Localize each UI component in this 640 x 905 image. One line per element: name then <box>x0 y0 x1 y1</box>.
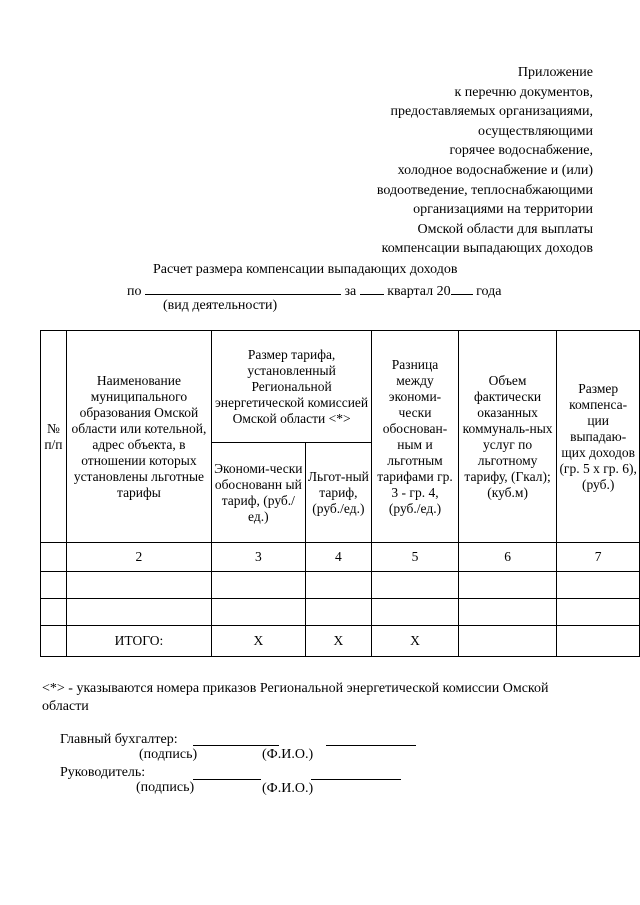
column-number: 2 <box>66 543 211 572</box>
for-label: за <box>344 284 357 299</box>
appendix-line: осуществляющими <box>478 123 593 139</box>
table-cell[interactable] <box>305 599 372 626</box>
accountant-name-line[interactable] <box>326 745 416 746</box>
footnote: <*> - указываются номера приказов Региональной энергетической комиссии Омской области <box>42 681 549 714</box>
appendix-line: организациями на территории <box>413 202 593 218</box>
total-cell[interactable] <box>458 626 557 657</box>
appendix-line: компенсации выпадающих доходов <box>381 241 593 257</box>
signature-caption: (подпись) <box>136 780 195 795</box>
header-compensation: Размер компенса-ции выпадаю-щих доходов (гр. 5 х гр. 6), (руб.) <box>557 331 640 543</box>
name-caption: (Ф.И.О.) <box>262 747 314 762</box>
table-row <box>41 572 640 599</box>
appendix-block <box>377 63 593 259</box>
table-cell[interactable] <box>66 599 211 626</box>
director-signature-line[interactable] <box>193 779 261 780</box>
table-cell[interactable] <box>212 599 306 626</box>
compensation-table <box>40 330 640 657</box>
column-numbers-row <box>41 543 640 572</box>
column-number: 6 <box>458 543 557 572</box>
table-cell[interactable] <box>557 572 640 599</box>
table-cell[interactable] <box>212 572 306 599</box>
accountant-signature-line[interactable] <box>193 745 279 746</box>
year-label: года <box>476 284 502 299</box>
table-cell[interactable] <box>557 599 640 626</box>
total-row <box>41 626 640 657</box>
appendix-line: предоставляемых организациями, <box>390 104 593 120</box>
table-cell[interactable] <box>41 572 67 599</box>
year-blank[interactable] <box>451 281 473 295</box>
column-number: 7 <box>557 543 640 572</box>
appendix-line: к перечню документов, <box>454 84 593 100</box>
name-caption: (Ф.И.О.) <box>262 781 314 796</box>
total-cell[interactable] <box>557 626 640 657</box>
column-number: 5 <box>372 543 459 572</box>
by-label: по <box>127 284 142 299</box>
table-cell[interactable] <box>458 599 557 626</box>
header-economic-tariff: Экономи-чески обоснованн ый тариф, (руб./ед.) <box>212 443 306 543</box>
total-cell: Х <box>305 626 372 657</box>
total-cell: Х <box>212 626 306 657</box>
accountant-label: Главный бухгалтер: <box>60 732 178 747</box>
column-number: 3 <box>212 543 306 572</box>
column-number: 4 <box>305 543 372 572</box>
quarter-label: квартал 20 <box>387 284 451 299</box>
activity-caption: (вид деятельности) <box>163 298 278 313</box>
table-cell[interactable] <box>41 599 67 626</box>
appendix-line: Приложение <box>517 65 593 80</box>
header-number: № п/п <box>41 331 67 543</box>
appendix-line: холодное водоснабжение и (или) <box>397 162 593 178</box>
appendix-line: Омской области для выплаты <box>417 221 593 237</box>
header-municipality: Наименование муниципального образования Омской области или котельной, адрес объекта, в отношении которых установлены льготные тарифы <box>66 331 211 543</box>
appendix-line: горячее водоснабжение, <box>449 143 593 159</box>
document-title: Расчет размера компенсации выпадающих доходов <box>153 262 458 277</box>
header-preferential-tariff: Льгот-ный тариф, (руб./ед.) <box>305 443 372 543</box>
total-cell: Х <box>372 626 459 657</box>
table-cell[interactable] <box>372 572 459 599</box>
table-row <box>41 599 640 626</box>
header-difference: Разница между экономи-чески обоснован-ным и льготным тарифами гр. 3 - гр. 4, (руб./ед.) <box>372 331 459 543</box>
total-label: ИТОГО: <box>66 626 211 657</box>
total-cell <box>41 626 67 657</box>
signature-caption: (подпись) <box>139 747 198 762</box>
column-number <box>41 543 67 572</box>
activity-blank[interactable] <box>145 281 341 295</box>
table-cell[interactable] <box>458 572 557 599</box>
header-row-1 <box>41 331 640 443</box>
director-name-line[interactable] <box>311 779 401 780</box>
director-label: Руководитель: <box>60 765 146 780</box>
header-tariff-group: Размер тарифа, установленный Региональной энергетической комиссией Омской области <*> <box>212 331 372 443</box>
appendix-line: водоотведение, теплоснабжающими <box>376 182 593 198</box>
table-cell[interactable] <box>66 572 211 599</box>
quarter-blank[interactable] <box>360 281 384 295</box>
header-volume: Объем фактически оказанных коммуналь-ных услуг по льготному тарифу, (Гкал); (куб.м) <box>458 331 557 543</box>
table-cell[interactable] <box>372 599 459 626</box>
table-cell[interactable] <box>305 572 372 599</box>
